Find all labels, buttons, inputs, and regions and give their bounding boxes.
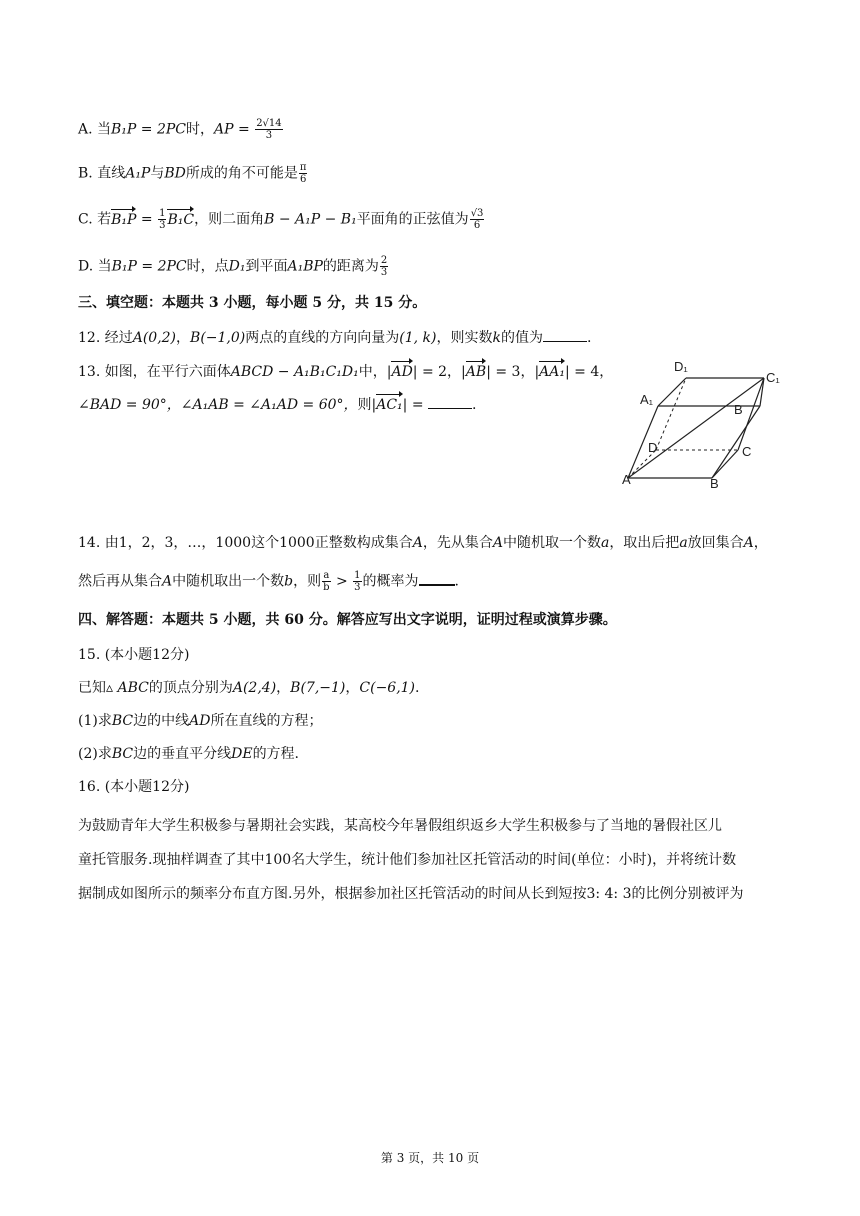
fraction: $\frac{\pi}{6}$	[299, 162, 307, 185]
question-15-heading: 15. (本小题12分)	[78, 647, 190, 663]
fraction: $\frac{a}{b}$	[323, 570, 330, 593]
question-14-line2: 然后再从集合A中随机取出一个数b，则 $\frac{a}{b}$ > $\frac{1}{3}$ 的概率为 .	[78, 570, 459, 593]
vertex-label-c1: C₁	[766, 370, 780, 385]
question-16-text-line3: 据制成如图所示的频率分布直方图.另外，根据参加社区托管活动的时间从长到短按3: 4: 3的比例分别被评为	[78, 886, 744, 902]
vertex-label-d1: D₁	[674, 359, 688, 374]
option-c: C. 若B₁P = $\frac{1}{3}$ B₁C，则二面角B − A₁P − B₁平面角的正弦值为 $\frac{√3}{6}$	[78, 208, 484, 231]
vertex-label-a1: A₁	[640, 392, 654, 407]
option-d: D. 当B₁P = 2PC时，点D₁到平面A₁BP的距离为 $\frac{2}{3}$	[78, 255, 388, 278]
question-13-line1: 13. 如图，在平行六面体ABCD − A₁B₁C₁D₁中，|AD| = 2，|AB| = 3，|AA₁| = 4，	[78, 364, 614, 380]
question-15-part2: (2)求BC边的垂直平分线DE的方程.	[78, 746, 300, 762]
section-heading-fill-in: 三、填空题：本题共 3 小题，每小题 5 分，共 15 分。	[78, 295, 427, 311]
option-b: B. 直线A₁P与BD所成的角不可能是 $\frac{\pi}{6}$	[78, 162, 307, 185]
answer-blank	[543, 341, 587, 342]
question-16-heading: 16. (本小题12分)	[78, 779, 190, 795]
parallelepiped-figure	[618, 356, 788, 488]
section-heading-solutions: 四、解答题：本题共 5 小题，共 60 分。解答应写出文字说明，证明过程或演算步骤。	[78, 612, 617, 628]
vertex-label-a: A	[622, 472, 631, 487]
fraction: $\frac{√3}{6}$	[470, 208, 484, 231]
vertex-label-b1: B	[734, 402, 743, 417]
answer-blank	[428, 408, 472, 409]
vertex-label-d: D	[648, 440, 658, 455]
question-12: 12. 经过A(0,2)，B(−1,0)两点的直线的方向向量为(1, k)，则实数k的值为 .	[78, 330, 592, 346]
question-16-text-line2: 童托管服务.现抽样调查了其中100名大学生，统计他们参加社区托管活动的时间(单位：小时)，并将统计数	[78, 852, 737, 868]
page-footer: 第 3 页，共 10 页	[380, 1151, 480, 1165]
question-15-stem: 已知▵ ABC的顶点分别为A(2,4)，B(7,−1)，C(−6,1).	[78, 680, 420, 696]
fraction: $\frac{2√14}{3}$	[256, 118, 282, 141]
option-a: A. 当B₁P = 2PC时，AP = $\frac{2√14}{3}$	[78, 118, 282, 141]
question-16-text-line1: 为鼓励青年大学生积极参与暑期社会实践，某高校今年暑假组织返乡大学生积极参与了当地的暑假社区儿	[78, 818, 722, 834]
vertex-label-b: B	[710, 476, 719, 488]
fraction: $\frac{1}{3}$	[354, 570, 361, 593]
question-13-line2: ∠BAD = 90°，∠A₁AB = ∠A₁AD = 60°，则|AC₁| = .	[78, 397, 477, 413]
answer-blank	[419, 584, 455, 586]
question-15-part1: (1)求BC边的中线AD所在直线的方程；	[78, 713, 323, 729]
fraction: $\frac{2}{3}$	[380, 255, 388, 278]
fraction: $\frac{1}{3}$	[159, 208, 166, 231]
vertex-label-c: C	[742, 444, 752, 459]
question-14-line1: 14. 由1，2，3，…，1000这个1000正整数构成集合A，先从集合A中随机取一个数a，取出后把a放回集合A，	[78, 535, 768, 551]
